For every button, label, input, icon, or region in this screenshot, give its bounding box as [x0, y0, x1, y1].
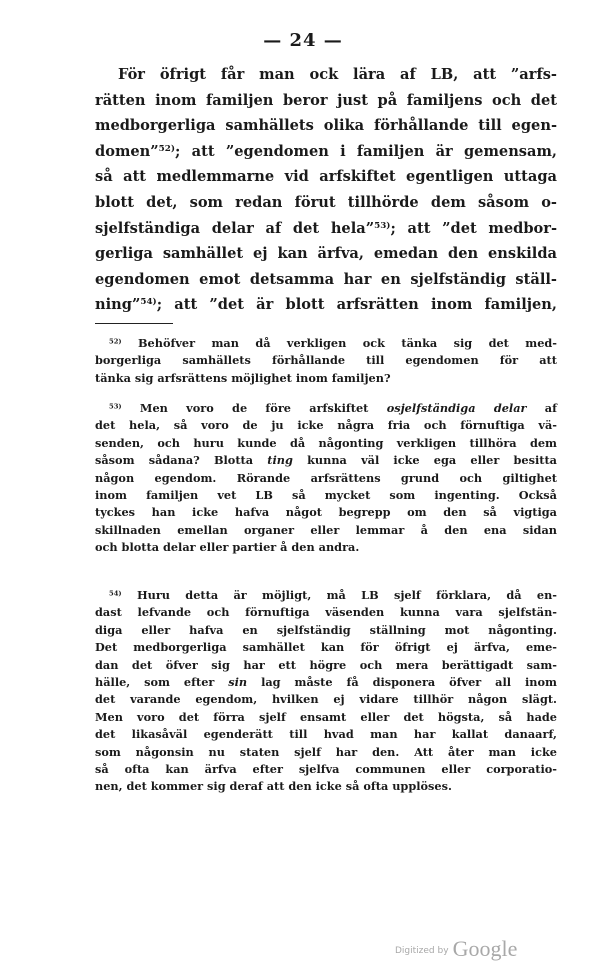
text-line: så att medlemmarne vid arfskiftet egentligen uttaga — [95, 168, 557, 186]
text-line: tänka sig arfsrättens möjlighet inom familjen? — [95, 370, 391, 385]
text-line: det likasåväl egenderätt till hvad man har kallat danaarf, — [95, 727, 557, 742]
footnote-ref-54[interactable]: 54) — [140, 297, 157, 308]
footnote-marker: 54) — [109, 589, 122, 598]
text-line: dast lefvande och förnuftiga väsenden kunna vara sjelfstän- — [95, 605, 557, 620]
footnote-54 — [95, 587, 557, 796]
page-number: — 24 — — [263, 30, 343, 51]
footnote-52 — [95, 335, 557, 387]
text-line: skillnaden emellan organer eller lemmar å den ena sidan — [95, 522, 557, 537]
text-line: $^{52)}$ Behöfver man då verkligen ock tänka sig det med- — [109, 336, 557, 350]
text-line: inom familjen vet LB så mycket som ingenting. Också — [95, 488, 557, 503]
text-line: och blotta delar eller partier å den andra. — [95, 540, 360, 555]
text-line: det hela, så voro de ju icke några fria och förnuftiga vä- — [95, 418, 557, 433]
text-line: senden, och huru kunde då någonting verkligen tillhöra dem — [95, 435, 557, 450]
text-line: sjelfständiga delar af det hela”$^{53)}$; att ”det medbor- — [95, 219, 558, 237]
text-line: För öfrigt får man ock lära af LB, att ”arfs- — [118, 66, 557, 83]
italic-word: sin — [228, 675, 248, 690]
italic-phrase: osjelfständiga delar — [386, 401, 527, 415]
footnote-marker: 52) — [109, 337, 122, 346]
text-line: Det medborgerliga samhället kan för öfrigt ej ärfva, eme- — [95, 640, 557, 655]
italic-word: ting — [267, 453, 293, 468]
text-line: så ofta kan ärfva efter sjelfva communen eller corporatio- — [95, 762, 557, 777]
text-line: dan det öfver sig har ett högre och mera berättigadt sam- — [95, 657, 557, 672]
text-line: domen”$^{52)}$; att ”egendomen i familjen är gemensam, — [95, 142, 557, 160]
google-logo: Google — [452, 936, 518, 961]
text-line: såsom sådana? Blotta ting kunna väl icke ega eller besitta — [95, 453, 557, 468]
footnote-ref-52[interactable]: 52) — [158, 143, 175, 154]
text-line: borgerliga samhällets förhållande till egendomen för att — [95, 353, 557, 368]
text-line: ning”$^{54)}$; att ”det är blott arfsrätten inom familjen, — [95, 296, 557, 314]
text-line: hälle, som efter sin lag måste få disponera öfver all inom — [95, 675, 557, 690]
text-line: blott det, som redan förut tillhörde dem såsom o- — [95, 193, 557, 211]
text-line: $^{54)}$ Huru detta är möjligt, må LB sjelf förklara, då en- — [109, 588, 557, 602]
text-line: rätten inom familjen beror just på familjens och det — [95, 91, 557, 109]
digitized-by-label: Digitized by — [395, 946, 449, 956]
text-line: gerliga samhället ej kan ärfva, emedan den enskilda — [95, 245, 557, 263]
footnote-separator — [95, 323, 173, 324]
main-text — [95, 62, 557, 318]
text-line: diga eller hafva en sjelfständig ställning mot någonting. — [95, 622, 557, 637]
footnote-53 — [95, 400, 557, 557]
footnote-ref-53[interactable]: 53) — [374, 220, 391, 231]
text-line: någon egendom. Rörande arfsrättens grund och giltighet — [95, 470, 557, 485]
footnote-marker: 53) — [109, 402, 122, 411]
text-line: tyckes han icke hafva något begrepp om den så vigtiga — [95, 505, 557, 520]
text-line: som någonsin nu staten sjelf har den. Att åter man icke — [95, 744, 557, 759]
text-line: nen, det kommer sig deraf att den icke så ofta upplöses. — [95, 779, 452, 794]
google-watermark — [395, 936, 517, 962]
text-line: medborgerliga samhällets olika förhållande till egen- — [95, 117, 557, 135]
text-line: egendomen emot detsamma har en sjelfständig ställ- — [95, 270, 557, 288]
text-line: Men voro det förra sjelf ensamt eller det högsta, så hade — [95, 709, 557, 724]
text-line: det varande egendom, hvilken ej vidare tillhör någon slägt. — [95, 692, 557, 707]
text-line: $^{53)}$ Men voro de före arfskiftet osjelfständiga delar af — [109, 401, 557, 415]
